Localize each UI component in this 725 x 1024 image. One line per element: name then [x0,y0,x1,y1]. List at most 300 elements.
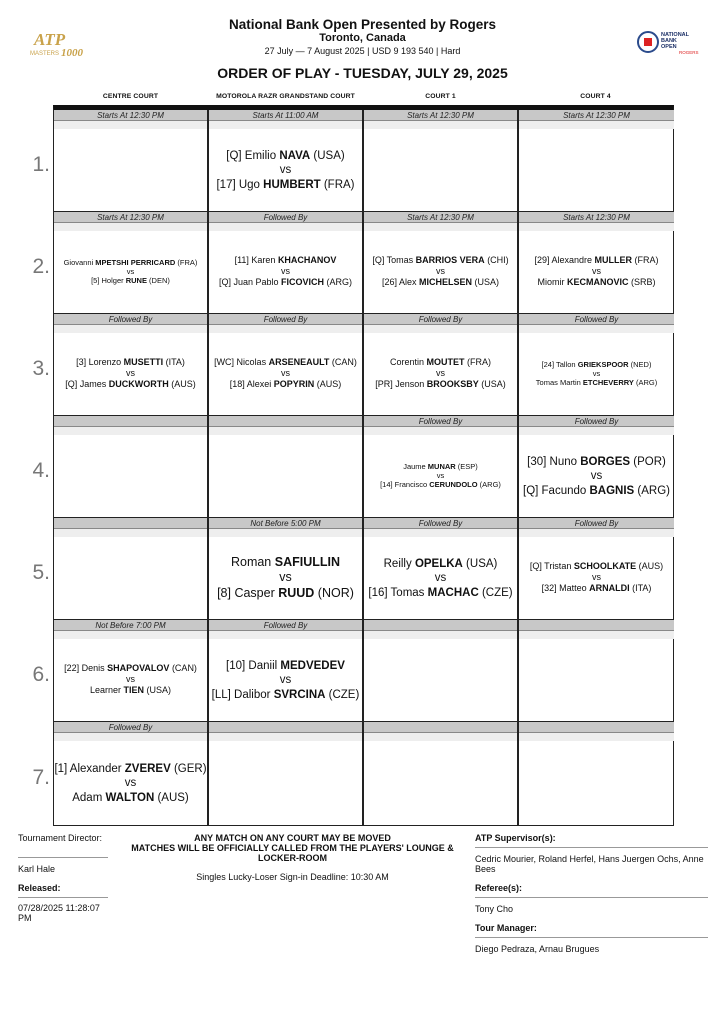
player-surname: FICOVICH [281,277,325,287]
start-time-bar: Not Before 7:00 PM [54,620,207,631]
player-info: (ARG) [633,378,658,388]
match-cell [54,722,209,826]
player-surname: OPELKA [414,557,463,570]
match-cell [209,518,364,620]
sub-bar [209,733,362,741]
match [54,762,207,805]
start-time-bar: Starts At 12:30 PM [54,212,207,223]
match-row [32,314,673,416]
sub-bar [364,631,517,639]
player-two [519,277,674,288]
divider [475,937,708,938]
sub-bar [519,529,674,537]
player-info: [14] Francisco [380,480,430,490]
start-time-bar: Followed By [54,722,207,733]
player-info: (USA) [144,685,172,695]
player-surname: WALTON [105,791,155,804]
lucky-loser-deadline: Singles Lucky-Loser Sign-in Deadline: 10:30 AM [196,872,389,882]
start-time-bar [54,518,207,529]
start-time-bar: Followed By [209,314,362,325]
match-cell [519,110,674,212]
start-time-bar [209,416,362,427]
player-info: (AUS) [636,560,664,571]
match-cell [519,620,674,722]
svg-text:NATIONAL: NATIONAL [661,32,690,38]
versus-label: vs [126,266,135,276]
match-cell [364,722,519,826]
player-surname: RUNE [125,276,147,286]
sub-bar [54,733,207,741]
player-info: [11] Karen [234,254,278,265]
player-info: (ARG) [324,277,353,287]
start-time-bar: Starts At 12:30 PM [519,212,674,223]
sub-bar [54,121,207,129]
match-row [32,620,673,722]
sub-bar [364,733,517,741]
start-time-bar: Starts At 12:30 PM [519,110,674,121]
player-surname: MOUTET [426,356,465,367]
sub-bar [54,427,207,435]
player-info: [Q] Emilio [226,149,280,162]
player-info: Corentin [389,356,427,367]
match-cell [54,212,209,314]
player-info: [8] Casper [217,585,279,600]
player-info: (USA) [472,277,500,287]
released-label: Released: [18,883,61,893]
player-surname: SAFIULLIN [274,554,341,569]
start-time-bar: Followed By [364,518,517,529]
divider [475,897,708,898]
player-surname: KHACHANOV [277,254,337,265]
player-info: (FRA) [632,254,659,265]
match-cell [364,416,519,518]
start-time-bar [209,722,362,733]
match-cell [54,620,209,722]
match-cell [364,212,519,314]
player-info: (CZE) [478,586,513,599]
versus-label: vs [592,265,601,276]
player-info: (NOR) [314,585,354,600]
start-time-bar: Followed By [519,314,674,325]
player-info: (USA) [310,149,345,162]
match-cell [519,314,674,416]
player-surname: ZVEREV [124,762,171,775]
match [209,255,362,289]
player-surname: ARSENEAULT [268,356,330,367]
player-surname: MUNAR [427,461,456,471]
match-cell [364,314,519,416]
player-two [519,378,674,387]
match [364,255,517,289]
court-header-grandstand: MOTOROLA RAZR GRANDSTAND COURT [216,93,355,100]
match-cell [364,620,519,722]
player-two [209,277,362,288]
player-info: (ITA) [629,583,652,593]
sub-bar [519,631,674,639]
start-time-bar [519,620,674,631]
player-two [364,379,517,390]
tournament-location: Toronto, Canada [319,32,406,44]
sub-bar [364,325,517,333]
player-one [364,462,517,471]
row-number: 5. [32,561,50,584]
sub-bar [519,223,674,231]
tournament-title: National Bank Open Presented by Rogers [228,17,497,32]
player-info: [17] Ugo [216,178,264,191]
match [209,357,362,391]
player-info: [5] Holger [91,276,126,286]
court-headers [53,93,673,105]
player-surname: ETCHEVERRY [582,378,634,388]
player-surname: BARRIOS VERA [415,254,485,265]
player-info: (FRA) [464,356,492,367]
player-one [54,258,207,267]
player-info: [16] Tomas [368,586,428,599]
player-info: [32] Matteo [541,583,590,593]
player-info: (USA) [478,379,506,389]
match [209,659,362,702]
versus-label: vs [124,777,137,790]
player-two [209,178,362,192]
player-surname: POPYRIN [273,379,315,389]
supervisors-names: Cedric Mourier, Roland Herfel, Hans Juergen Ochs, Anne Bees [475,854,704,874]
sub-bar [519,427,674,435]
player-one [519,360,674,369]
player-info: Learner [89,685,124,695]
row-number: 4. [32,459,50,482]
match-cell [209,212,364,314]
player-two [519,583,674,594]
tournament-director-label: Tournament Director: [18,833,103,843]
row-number: 1. [32,153,50,176]
player-surname: DUCKWORTH [108,379,169,389]
player-two [54,276,207,285]
player-surname: NAVA [279,149,311,162]
player-two [209,586,362,602]
player-two [54,685,207,696]
match [519,561,674,595]
player-info: (AUS) [168,379,196,389]
match-cell [54,314,209,416]
player-info: (POR) [630,455,666,468]
svg-text:1000: 1000 [61,47,83,58]
player-info: [29] Alexandre [534,254,595,265]
start-time-bar: Starts At 12:30 PM [54,110,207,121]
sub-bar [519,325,674,333]
player-info: [10] Daniil [226,659,281,672]
player-info: (ARG) [477,480,501,490]
match-row [32,110,673,212]
start-time-bar: Starts At 12:30 PM [364,110,517,121]
match [54,258,207,286]
versus-label: vs [436,470,445,480]
player-info: [WC] Nicolas [214,356,269,367]
sub-bar [364,121,517,129]
start-time-bar [364,722,517,733]
player-one [54,357,207,368]
player-one [209,255,362,266]
sub-bar [209,223,362,231]
player-one [54,663,207,674]
player-surname: MPETSHI PERRICARD [95,257,176,267]
header [0,0,725,90]
player-info: (CZE) [325,688,360,701]
player-info: [Q] Tomas [372,254,416,265]
player-info: (CAN) [329,356,357,367]
sub-bar [519,121,674,129]
match [364,357,517,391]
versus-label: vs [436,265,445,276]
sub-bar [54,325,207,333]
player-surname: MULLER [594,254,633,265]
start-time-bar [54,416,207,427]
match-cell [54,416,209,518]
sub-bar [209,631,362,639]
row-number: 3. [32,357,50,380]
match-cell [54,110,209,212]
player-two [364,480,517,489]
start-time-bar: Not Before 5:00 PM [209,518,362,529]
player-info: Adam [72,791,106,804]
row-number: 7. [32,766,50,789]
player-info: (DEN) [146,276,170,286]
tour-manager-names: Diego Pedraza, Arnau Brugues [475,944,600,954]
player-info: (GER) [170,762,207,775]
match [364,557,517,600]
match [519,255,674,289]
player-two [209,379,362,390]
player-info: (ITA) [163,356,185,367]
match-cell [519,518,674,620]
match [54,357,207,391]
match-cell [519,416,674,518]
supervisors-label: ATP Supervisor(s): [475,833,556,843]
player-info: [Q] Juan Pablo [218,277,282,287]
row-number: 2. [32,255,50,278]
referees-names: Tony Cho [475,904,514,914]
released-timestamp: 07/28/2025 11:28:07 PM [18,903,100,923]
versus-label: vs [590,470,603,483]
match-row [32,518,673,620]
court-header-centre: CENTRE COURT [102,93,159,100]
footer [0,830,725,1024]
player-surname: SVRCINA [273,688,326,701]
start-time-bar: Starts At 11:00 AM [209,110,362,121]
sub-bar [519,733,674,741]
player-info: (SRB) [628,277,656,287]
player-info: (AUS) [154,791,189,804]
player-info: (CHI) [484,254,509,265]
player-two [519,484,674,498]
row-number: 6. [32,663,50,686]
player-one [209,659,362,673]
versus-label: vs [436,367,445,378]
divider [18,857,108,858]
sub-bar [54,223,207,231]
match-cell [519,212,674,314]
sub-bar [364,427,517,435]
player-two [54,791,207,805]
versus-label: vs [592,571,601,582]
player-surname: MICHELSEN [419,277,473,287]
player-info: Giovanni [63,257,96,267]
start-time-bar: Followed By [209,212,362,223]
player-info: [Q] Tristan [529,560,574,571]
svg-text:BANK: BANK [661,38,677,44]
order-of-play-title: ORDER OF PLAY - TUESDAY, JULY 29, 2025 [217,65,508,81]
svg-text:OPEN: OPEN [661,44,677,50]
versus-label: vs [279,674,292,687]
player-info: (FRA) [320,178,355,191]
player-one [209,555,362,571]
court-header-court1: COURT 1 [425,93,456,100]
match-row [32,212,673,314]
match-row [32,722,673,826]
start-time-bar: Followed By [209,620,362,631]
start-time-bar: Followed By [364,314,517,325]
match-cell [209,314,364,416]
player-info: [30] Nuno [527,455,581,468]
player-surname: TIEN [123,685,145,695]
court-header-court4: COURT 4 [580,93,611,100]
match-cell [54,518,209,620]
notice-called: MATCHES WILL BE OFFICIALLY CALLED FROM THE PLAYERS' LOUNGE & LOCKER-ROOM [131,843,454,863]
notice-moved: ANY MATCH ON ANY COURT MAY BE MOVED [194,833,391,843]
player-one [519,561,674,572]
player-info: [Q] Facundo [523,484,590,497]
start-time-bar [519,722,674,733]
player-info: (NED) [628,359,652,369]
match-cell [209,110,364,212]
start-time-bar: Followed By [519,518,674,529]
match-cell [209,620,364,722]
sub-bar [209,325,362,333]
match-cell [364,110,519,212]
player-info: Roman [230,554,275,569]
match [54,663,207,697]
sub-bar [209,427,362,435]
versus-label: vs [434,572,447,585]
match [209,149,362,192]
player-info: [3] Lorenzo [76,356,124,367]
player-info: (ARG) [634,484,670,497]
sub-bar [54,529,207,537]
match-cell [209,722,364,826]
player-info: (ESP) [455,461,478,471]
player-info: [24] Tallon [541,359,578,369]
player-one [364,357,517,368]
versus-label: vs [279,164,292,177]
player-info: [Q] James [65,379,109,389]
player-surname: GRIEKSPOOR [577,359,629,369]
player-two [209,688,362,702]
player-one [364,255,517,266]
start-time-bar: Followed By [364,416,517,427]
player-info: [LL] Dalibor [211,688,274,701]
player-one [519,255,674,266]
start-time-bar: Followed By [54,314,207,325]
versus-label: vs [281,265,290,276]
sub-bar [209,121,362,129]
start-time-bar: Starts At 12:30 PM [364,212,517,223]
versus-label: vs [592,368,601,378]
sub-bar [209,529,362,537]
player-surname: BORGES [580,455,631,468]
tour-manager-label: Tour Manager: [475,923,537,933]
player-one [364,557,517,571]
player-surname: BROOKSBY [426,379,479,389]
versus-label: vs [279,570,292,585]
player-surname: RUUD [278,585,315,600]
player-two [54,379,207,390]
player-info: [18] Alexei [229,379,274,389]
versus-label: vs [281,367,290,378]
player-info: Tomas Martin [535,378,583,388]
player-surname: KECMANOVIC [566,277,629,287]
player-two [364,277,517,288]
svg-text:ROGERS: ROGERS [679,50,699,55]
player-surname: CERUNDOLO [429,480,478,490]
svg-text:ATP: ATP [34,30,66,49]
divider [475,847,708,848]
svg-text:MASTERS: MASTERS [30,51,60,57]
referees-label: Referee(s): [475,883,523,893]
player-surname: MEDVEDEV [280,659,345,672]
match [209,555,362,602]
player-one [209,357,362,368]
player-surname: ARNALDI [589,583,630,593]
player-surname: BAGNIS [589,484,635,497]
match-cell [364,518,519,620]
tournament-details: 27 July — 7 August 2025 | USD 9 193 540 | Hard [264,46,461,56]
player-info: Jaume [403,461,428,471]
player-info: (AUS) [314,379,342,389]
start-time-bar [364,620,517,631]
sub-bar [364,529,517,537]
match-row [32,416,673,518]
order-of-play-grid [32,105,674,826]
player-info: [PR] Jenson [375,379,427,389]
player-surname: SCHOOLKATE [573,560,637,571]
player-surname: HUMBERT [263,178,321,191]
match [519,455,674,498]
match [364,462,517,490]
player-surname: MACHAC [427,586,479,599]
player-info: Miomir [537,277,567,287]
player-info: Reilly [383,557,415,570]
match-cell [519,722,674,826]
player-info: (CAN) [169,662,197,673]
player-one [519,455,674,469]
match [519,360,674,388]
player-info: [22] Denis [64,662,108,673]
versus-label: vs [126,673,135,684]
divider [18,897,108,898]
player-info: [26] Alex [381,277,419,287]
versus-label: vs [126,367,135,378]
player-info: (USA) [462,557,498,570]
sub-bar [364,223,517,231]
player-info: [1] Alexander [54,762,125,775]
player-one [209,149,362,163]
player-two [364,586,517,600]
player-info: (FRA) [175,257,198,267]
player-surname: MUSETTI [123,356,164,367]
sub-bar [54,631,207,639]
match-cell [209,416,364,518]
player-one [54,762,207,776]
tournament-director-name: Karl Hale [18,864,56,874]
